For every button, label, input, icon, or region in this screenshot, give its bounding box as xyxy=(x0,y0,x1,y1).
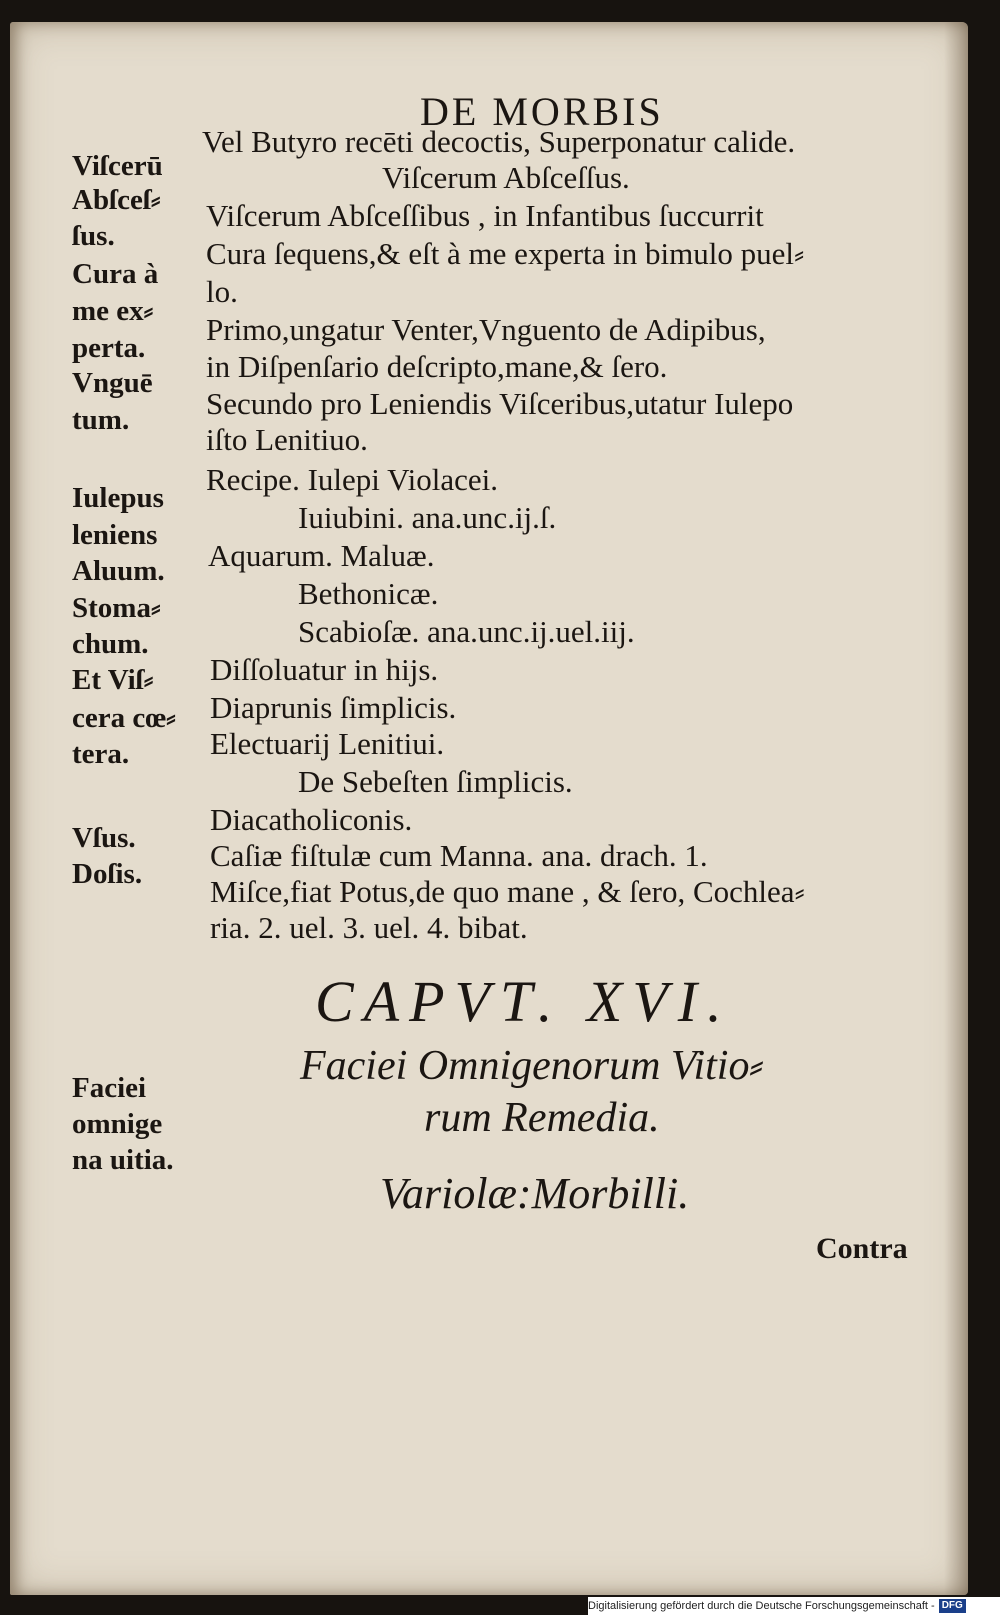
margin-note: Vſus. xyxy=(72,822,136,854)
text-line: Viſcerum Abſceſſibus , in Infantibus ſuccurrit xyxy=(206,198,764,233)
margin-note: Viſcerū xyxy=(72,150,163,182)
text-line: Diacatholiconis. xyxy=(210,802,413,837)
page-edge-shadow xyxy=(944,22,968,1595)
text-line: De Sebeſten ſimplicis. xyxy=(298,764,573,799)
text-line: Electuarij Lenitiui. xyxy=(210,726,445,761)
text-line: Diaprunis ſimplicis. xyxy=(210,690,457,725)
margin-note: Faciei xyxy=(72,1072,147,1104)
margin-note: tum. xyxy=(72,404,130,436)
margin-note: leniens xyxy=(72,519,158,551)
text-line: Caſiæ fiſtulæ cum Manna. ana. drach. 1. xyxy=(210,838,708,873)
text-line: Cura ſequens,& eſt à me experta in bimulo puel⸗ xyxy=(206,236,805,271)
running-title: DE MORBIS xyxy=(420,89,664,134)
margin-note: Cura à xyxy=(72,258,159,290)
margin-note: me ex⸗ xyxy=(72,295,154,327)
text-line: Primo,ungatur Venter,Vnguento de Adipibus, xyxy=(206,312,766,347)
text-line: Bethonicæ. xyxy=(298,576,439,611)
margin-note: Et Viſ⸗ xyxy=(72,664,154,696)
text-line: Secundo pro Leniendis Viſceribus,utatur Iulepo xyxy=(206,386,794,421)
margin-note: Vnguē xyxy=(72,367,153,399)
margin-note: Stoma⸗ xyxy=(72,592,161,624)
margin-note: chum. xyxy=(72,628,149,660)
chapter-heading: CAPVT. XVI. xyxy=(315,969,732,1034)
margin-note: na uitia. xyxy=(72,1144,174,1176)
text-line: ria. 2. uel. 3. uel. 4. bibat. xyxy=(210,910,528,945)
text-line: Viſcerum Abſceſſus. xyxy=(382,160,630,195)
text-line: in Diſpenſario deſcripto,mane,& ſero. xyxy=(206,349,668,384)
margin-note: ſus. xyxy=(72,220,115,252)
margin-note: Doſis. xyxy=(72,858,143,890)
text-line: Recipe. Iulepi Violacei. xyxy=(206,462,498,497)
margin-note: omnige xyxy=(72,1108,163,1140)
text-line: Vel Butyro recēti decoctis, Superponatur calide. xyxy=(202,124,796,159)
book-page xyxy=(10,22,968,1595)
text-line: Miſce,fiat Potus,de quo mane , & ſero, Cochlea⸗ xyxy=(210,874,805,909)
text-line: Diſſoluatur in hijs. xyxy=(210,652,439,687)
margin-note: Iulepus xyxy=(72,482,164,514)
text-line: Aquarum. Maluæ. xyxy=(208,538,435,573)
margin-note: cera cœ⸗ xyxy=(72,702,176,734)
credit-text: Digitalisierung gefördert durch die Deutsche Forschungsgemeinschaft - xyxy=(588,1600,935,1612)
margin-note: tera. xyxy=(72,738,130,770)
text-line: lo. xyxy=(206,274,238,309)
text-line: iſto Lenitiuo. xyxy=(206,422,368,457)
text-line: Scabioſæ. ana.unc.ij.uel.iij. xyxy=(298,614,635,649)
text-line: Iuiubini. ana.unc.ij.ſ. xyxy=(298,500,557,535)
margin-note: Abſceſ⸗ xyxy=(72,184,161,216)
digitization-credit xyxy=(588,1597,1000,1615)
dfg-logo: DFG xyxy=(939,1599,966,1613)
margin-note: perta. xyxy=(72,332,146,364)
chapter-title-line-1: Faciei Omnigenorum Vitio⸗ xyxy=(300,1043,764,1089)
chapter-subtitle: Variolæ:Morbilli. xyxy=(380,1169,690,1218)
margin-note: Aluum. xyxy=(72,555,165,587)
catchword: Contra xyxy=(816,1232,908,1265)
chapter-title-line-2: rum Remedia. xyxy=(424,1095,660,1141)
